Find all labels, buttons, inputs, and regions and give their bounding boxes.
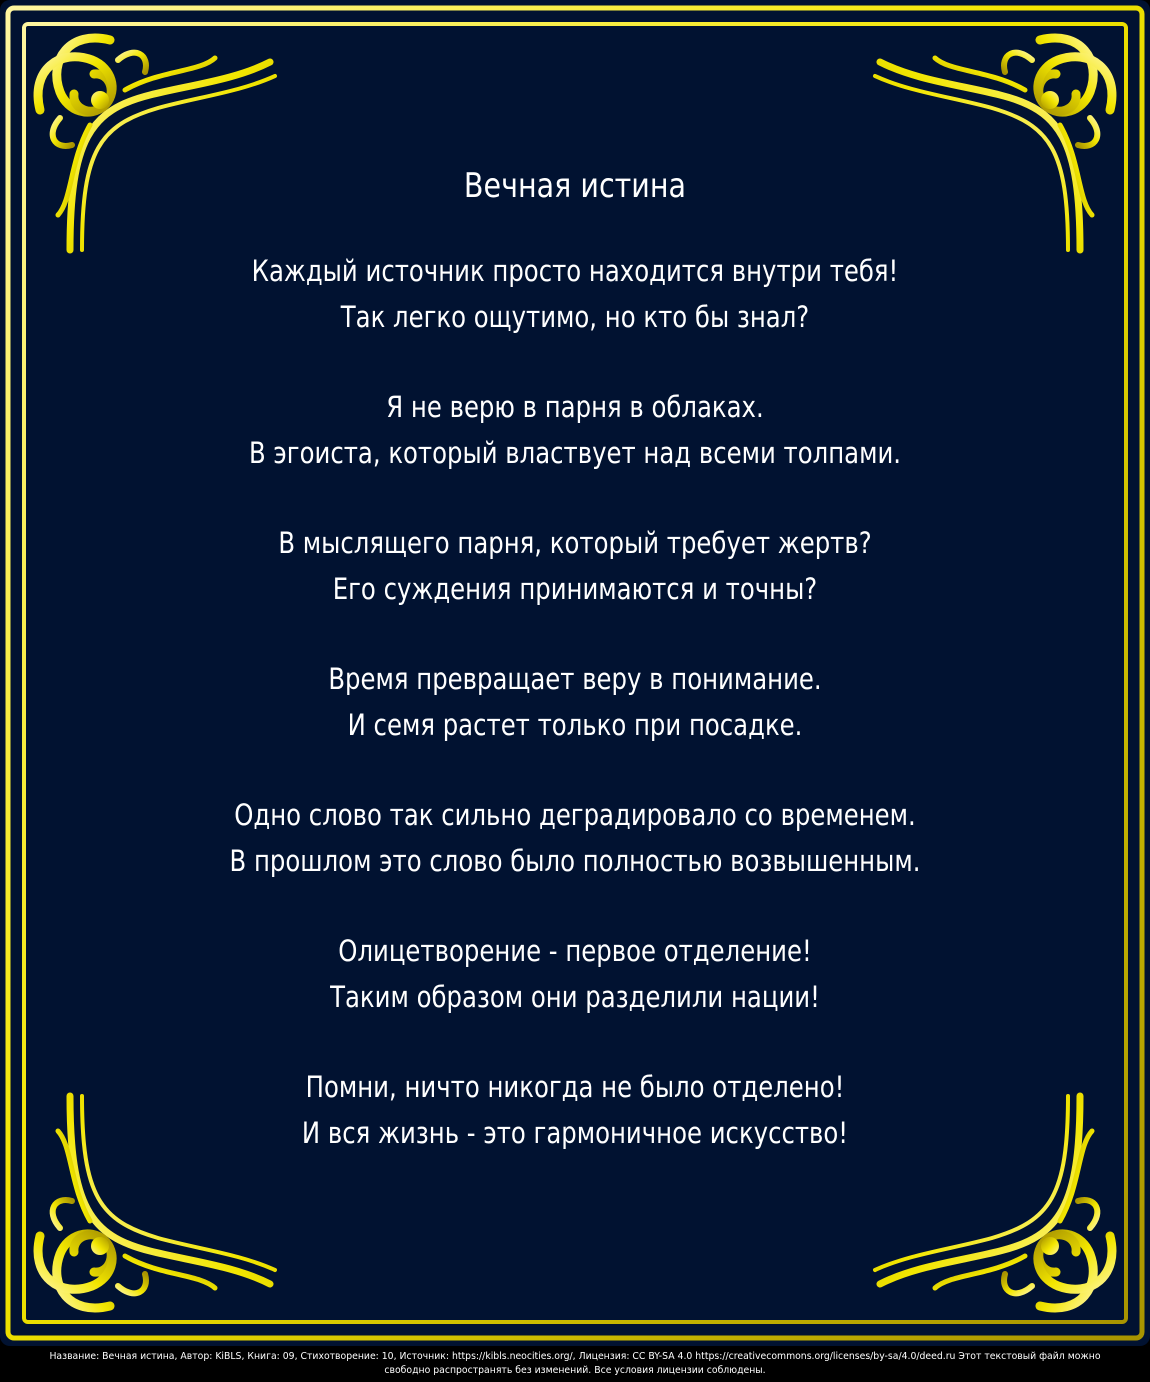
license-line-1: Название: Вечная истина, Автор: KiBLS, Книга: 09, Стихотворение: 10, Источник: https://kibls.neocities.org/, Лицензия: CC BY-SA 4.0 https://creativecommons.org/licenses/by-sa/4.0/deed.ru Этот текстовый файл можно: [49, 1351, 1101, 1362]
poem-line: Так легко ощутимо, но кто бы знал?: [340, 300, 810, 334]
poem-title: Вечная истина: [463, 166, 687, 206]
poem-line: Одно слово так сильно деградировало со временем.: [234, 798, 916, 832]
poem-line: Каждый источник просто находится внутри тебя!: [251, 254, 899, 288]
poem-line: Время превращает веру в понимание.: [328, 662, 822, 696]
stanza-4: [218, 656, 932, 748]
poem-line: Я не верю в парня в облаках.: [386, 390, 764, 424]
poem-line: В эгоиста, который властвует над всеми толпами.: [248, 436, 902, 470]
stanza-1: [218, 248, 932, 340]
poem-line: В мыслящего парня, который требует жертв?: [278, 526, 872, 560]
stanza-7: [218, 1064, 932, 1156]
license-line-2: свободно распространять без изменений. Все условия лицензии соблюдены.: [384, 1365, 766, 1376]
stanza-3: [218, 520, 932, 612]
stanza-2: [218, 384, 932, 476]
poem-line: И семя растет только при посадке.: [347, 708, 803, 742]
poem-line: Помни, ничто никогда не было отделено!: [305, 1070, 845, 1104]
poem-line: В прошлом это слово было полностью возвышенным.: [229, 844, 921, 878]
stanza-6: [218, 928, 932, 1020]
poem-line: Таким образом они разделили нации!: [330, 980, 820, 1014]
poem-line: И вся жизнь - это гармоничное искусство!: [301, 1116, 849, 1150]
poem-line: Олицетворение - первое отделение!: [338, 934, 812, 968]
poem: [218, 160, 932, 1200]
stanza-5: [218, 792, 932, 884]
poem-line: Его суждения принимаются и точны?: [332, 572, 818, 606]
license-footer: [0, 1350, 1150, 1378]
